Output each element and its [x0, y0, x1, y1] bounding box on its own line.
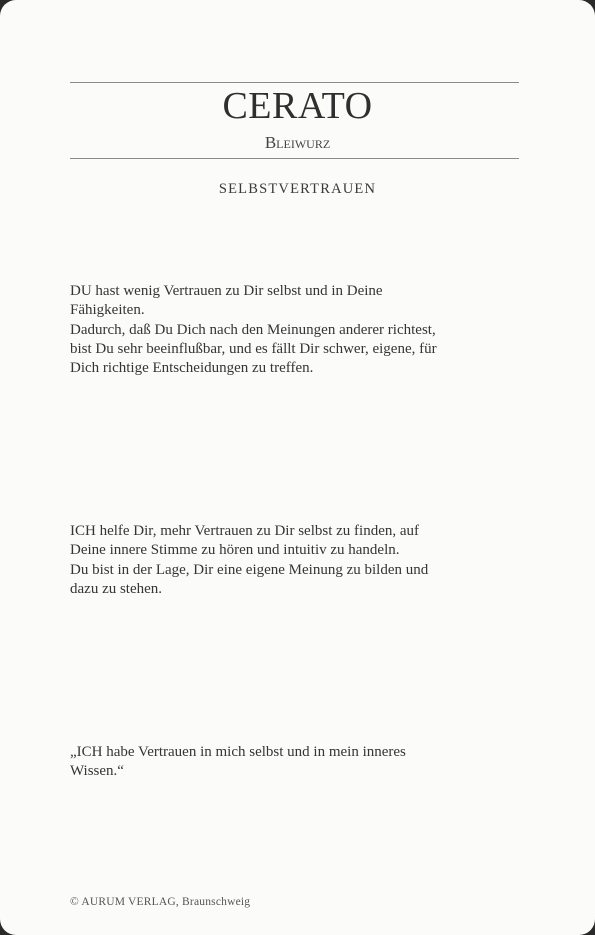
card-subtitle: Bleiwurz: [264, 133, 331, 152]
title-top-rule: [70, 82, 519, 83]
paragraph-du: DU hast wenig Vertrauen zu Dir selbst und in Deine Fähigkeiten. Dadurch, daß Du Dich nach den Meinungen anderer richtest, bist Du sehr beeinflußbar, und es fällt Dir schwer, eigene, für Dich richtige Entscheidungen zu treffen.: [70, 283, 437, 377]
affirmation-quote: „ICH habe Vertrauen in mich selbst und in mein inneres Wissen.“: [70, 744, 406, 780]
title-bottom-rule: [70, 158, 519, 159]
card-theme: SELBSTVERTRAUEN: [218, 181, 377, 197]
copyright-footer: © AURUM VERLAG, Braunschweig: [70, 896, 251, 908]
paragraph-ich: ICH helfe Dir, mehr Vertrauen zu Dir selbst zu finden, auf Deine innere Stimme zu hören und intuitiv zu handeln. Du bist in der Lage, Dir eine eigene Meinung zu bilden und dazu zu stehen.: [70, 523, 429, 597]
card-title: CERATO: [222, 85, 373, 127]
